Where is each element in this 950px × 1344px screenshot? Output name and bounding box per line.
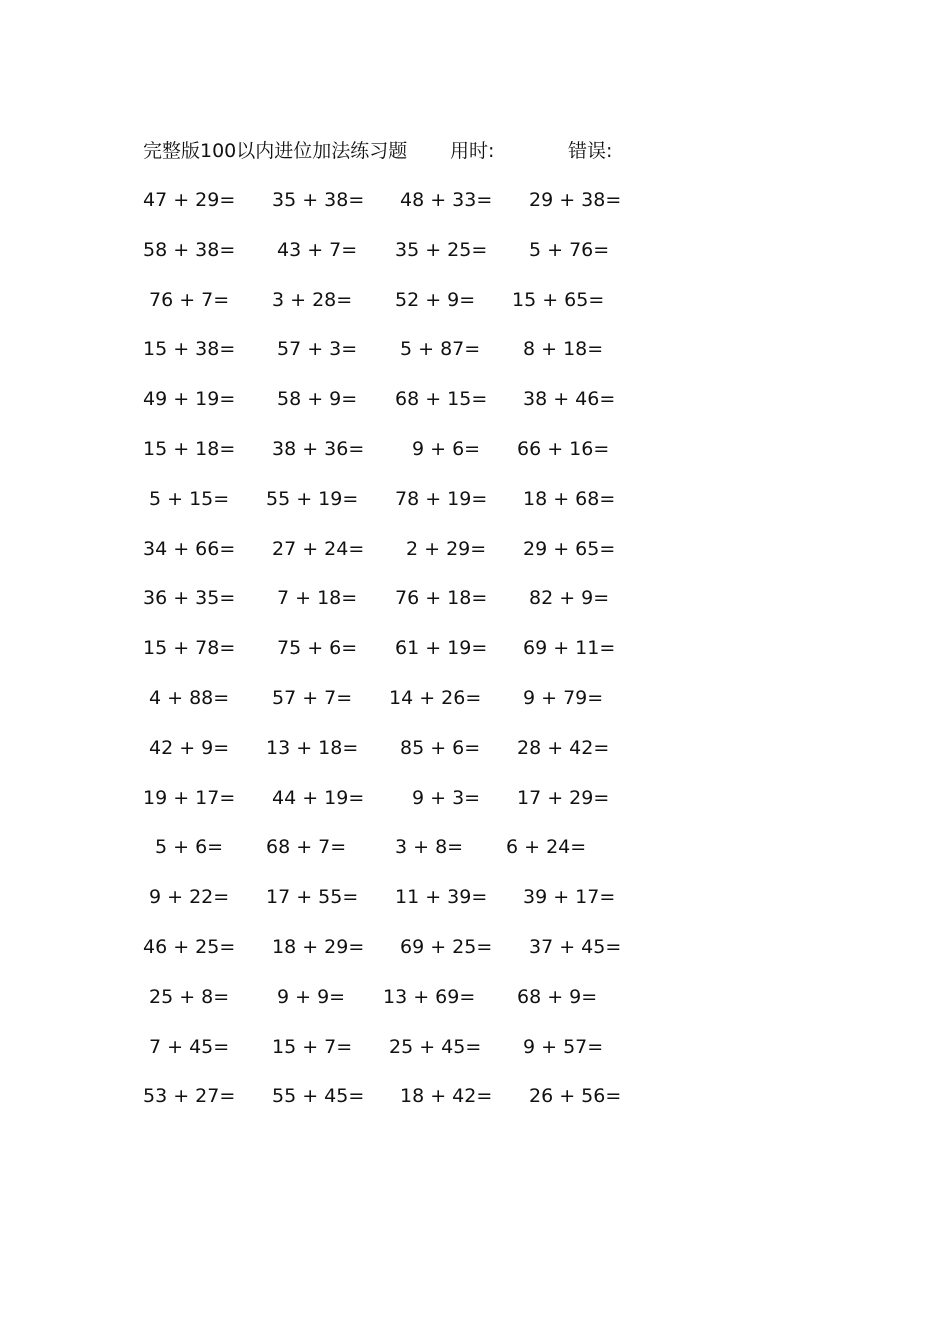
addition-problem: 18 + 42= xyxy=(400,1085,493,1108)
addition-problem: 66 + 16= xyxy=(517,437,610,460)
addition-problem: 4 + 88= xyxy=(149,686,230,709)
addition-problem: 29 + 38= xyxy=(529,189,622,211)
addition-problem: 57 + 3= xyxy=(277,338,358,361)
error-label: 错误: xyxy=(568,140,613,162)
addition-problem: 17 + 55= xyxy=(266,886,359,909)
addition-problem: 55 + 45= xyxy=(272,1085,365,1108)
problem-row xyxy=(0,535,950,585)
addition-problem: 6 + 24= xyxy=(506,836,587,859)
addition-problem: 19 + 17= xyxy=(143,786,236,809)
addition-problem: 44 + 19= xyxy=(272,786,365,809)
addition-problem: 47 + 29= xyxy=(143,189,236,211)
addition-problem: 49 + 19= xyxy=(143,388,236,411)
addition-problem: 9 + 79= xyxy=(523,686,604,709)
addition-problem: 69 + 11= xyxy=(523,637,616,660)
addition-problem: 46 + 25= xyxy=(143,935,236,958)
problem-grid xyxy=(0,186,950,1132)
addition-problem: 5 + 15= xyxy=(149,487,230,510)
problem-row xyxy=(0,485,950,535)
addition-problem: 78 + 19= xyxy=(395,487,488,510)
problem-row xyxy=(0,1033,950,1083)
problem-row xyxy=(0,186,950,236)
addition-problem: 35 + 25= xyxy=(395,238,488,261)
addition-problem: 68 + 15= xyxy=(395,388,488,411)
problem-row xyxy=(0,286,950,336)
addition-problem: 76 + 7= xyxy=(149,288,230,311)
addition-problem: 25 + 8= xyxy=(149,985,230,1008)
addition-problem: 38 + 46= xyxy=(523,388,616,411)
problem-row xyxy=(0,883,950,933)
addition-problem: 58 + 38= xyxy=(143,238,236,261)
addition-problem: 37 + 45= xyxy=(529,935,622,958)
addition-problem: 9 + 6= xyxy=(412,437,481,460)
addition-problem: 13 + 69= xyxy=(383,985,476,1008)
addition-problem: 5 + 87= xyxy=(400,338,481,361)
addition-problem: 35 + 38= xyxy=(272,189,365,211)
addition-problem: 5 + 6= xyxy=(155,836,224,859)
problem-row xyxy=(0,833,950,883)
addition-problem: 9 + 9= xyxy=(277,985,346,1008)
addition-problem: 11 + 39= xyxy=(395,886,488,909)
worksheet-title: 完整版100以内进位加法练习题 xyxy=(143,140,408,162)
addition-problem: 18 + 29= xyxy=(272,935,365,958)
addition-problem: 9 + 57= xyxy=(523,1035,604,1058)
addition-problem: 82 + 9= xyxy=(529,587,610,610)
addition-problem: 28 + 42= xyxy=(517,736,610,759)
addition-problem: 18 + 68= xyxy=(523,487,616,510)
addition-problem: 26 + 56= xyxy=(529,1085,622,1108)
problem-row xyxy=(0,435,950,485)
addition-problem: 69 + 25= xyxy=(400,935,493,958)
addition-problem: 52 + 9= xyxy=(395,288,476,311)
problem-row xyxy=(0,335,950,385)
problem-row xyxy=(0,1082,950,1132)
time-label: 用时: xyxy=(450,140,495,162)
addition-problem: 15 + 38= xyxy=(143,338,236,361)
addition-problem: 61 + 19= xyxy=(395,637,488,660)
problem-row xyxy=(0,933,950,983)
addition-problem: 15 + 18= xyxy=(143,437,236,460)
addition-problem: 13 + 18= xyxy=(266,736,359,759)
addition-problem: 55 + 19= xyxy=(266,487,359,510)
addition-problem: 8 + 18= xyxy=(523,338,604,361)
addition-problem: 68 + 7= xyxy=(266,836,347,859)
problem-row xyxy=(0,983,950,1033)
addition-problem: 85 + 6= xyxy=(400,736,481,759)
addition-problem: 27 + 24= xyxy=(272,537,365,560)
problem-row xyxy=(0,684,950,734)
addition-problem: 3 + 8= xyxy=(395,836,464,859)
addition-problem: 48 + 33= xyxy=(400,189,493,211)
addition-problem: 25 + 45= xyxy=(389,1035,482,1058)
addition-problem: 15 + 7= xyxy=(272,1035,353,1058)
addition-problem: 17 + 29= xyxy=(517,786,610,809)
addition-problem: 7 + 45= xyxy=(149,1035,230,1058)
addition-problem: 68 + 9= xyxy=(517,985,598,1008)
addition-problem: 58 + 9= xyxy=(277,388,358,411)
addition-problem: 29 + 65= xyxy=(523,537,616,560)
addition-problem: 15 + 65= xyxy=(512,288,605,311)
addition-problem: 9 + 22= xyxy=(149,886,230,909)
addition-problem: 39 + 17= xyxy=(523,886,616,909)
addition-problem: 5 + 76= xyxy=(529,238,610,261)
addition-problem: 14 + 26= xyxy=(389,686,482,709)
problem-row xyxy=(0,784,950,834)
addition-problem: 76 + 18= xyxy=(395,587,488,610)
addition-problem: 9 + 3= xyxy=(412,786,481,809)
addition-problem: 34 + 66= xyxy=(143,537,236,560)
addition-problem: 36 + 35= xyxy=(143,587,236,610)
addition-problem: 75 + 6= xyxy=(277,637,358,660)
problem-row xyxy=(0,734,950,784)
addition-problem: 53 + 27= xyxy=(143,1085,236,1108)
problem-row xyxy=(0,236,950,286)
addition-problem: 15 + 78= xyxy=(143,637,236,660)
addition-problem: 57 + 7= xyxy=(272,686,353,709)
addition-problem: 3 + 28= xyxy=(272,288,353,311)
addition-problem: 38 + 36= xyxy=(272,437,365,460)
problem-row xyxy=(0,634,950,684)
addition-problem: 7 + 18= xyxy=(277,587,358,610)
addition-problem: 2 + 29= xyxy=(406,537,487,560)
problem-row xyxy=(0,385,950,435)
addition-problem: 43 + 7= xyxy=(277,238,358,261)
problem-row xyxy=(0,584,950,634)
addition-problem: 42 + 9= xyxy=(149,736,230,759)
